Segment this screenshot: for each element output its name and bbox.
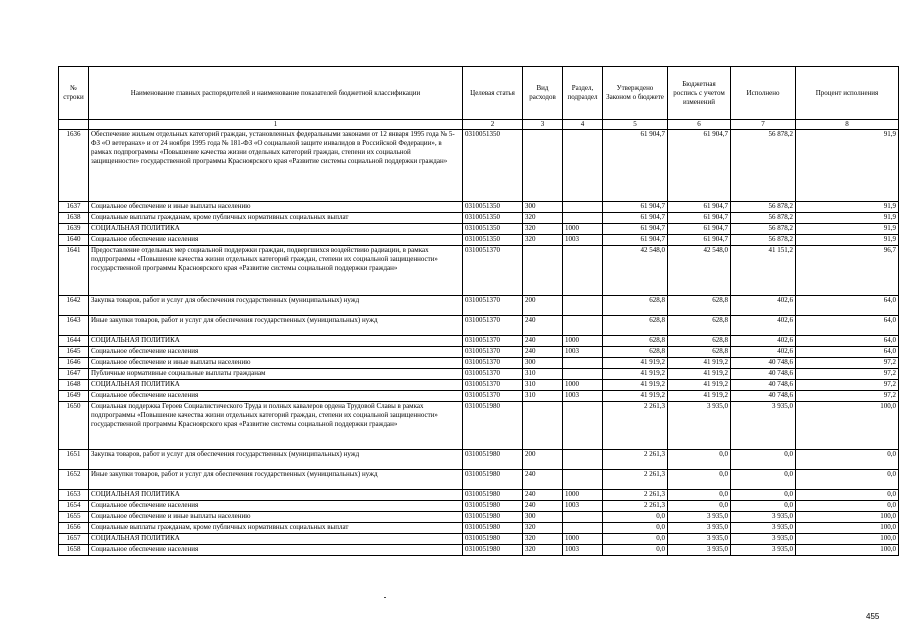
section-cell <box>563 523 603 534</box>
row-name-cell: Социальное обеспечение и иные выплаты населению <box>89 202 463 213</box>
table-row <box>59 224 899 235</box>
row-number-cell: 1652 <box>59 470 89 490</box>
row-number-cell: 1655 <box>59 512 89 523</box>
header-target-article: Целевая статья <box>463 67 523 120</box>
percent-cell: 96,7 <box>796 246 899 296</box>
column-number: 6 <box>668 120 731 130</box>
row-name-cell: Закупка товаров, работ и услуг для обеспечения государственных (муниципальных) нужд <box>89 296 463 316</box>
header-approved: Утверждено Законом о бюджете <box>603 67 668 120</box>
budget-schedule-cell: 3 935,0 <box>668 534 731 545</box>
row-number-cell: 1646 <box>59 358 89 369</box>
percent-cell: 100,0 <box>796 523 899 534</box>
approved-cell: 61 904,7 <box>603 202 668 213</box>
budget-schedule-cell: 628,8 <box>668 347 731 358</box>
percent-cell: 97,2 <box>796 369 899 380</box>
expense-type-cell: 300 <box>523 358 563 369</box>
budget-schedule-cell: 61 904,7 <box>668 213 731 224</box>
expense-type-cell: 240 <box>523 316 563 336</box>
target-article-cell: 0310051370 <box>463 316 523 336</box>
approved-cell: 628,8 <box>603 296 668 316</box>
section-cell <box>563 369 603 380</box>
expense-type-cell: 320 <box>523 534 563 545</box>
row-number-cell: 1642 <box>59 296 89 316</box>
row-number-cell: 1657 <box>59 534 89 545</box>
target-article-cell: 0310051980 <box>463 490 523 501</box>
approved-cell: 0,0 <box>603 523 668 534</box>
approved-cell: 0,0 <box>603 534 668 545</box>
section-cell <box>563 213 603 224</box>
row-number-cell: 1649 <box>59 391 89 402</box>
column-number: 1 <box>89 120 463 130</box>
budget-schedule-cell: 61 904,7 <box>668 130 731 202</box>
percent-cell: 0,0 <box>796 501 899 512</box>
row-number-cell: 1643 <box>59 316 89 336</box>
expense-type-cell: 300 <box>523 202 563 213</box>
table-header-row <box>59 67 899 120</box>
percent-cell: 100,0 <box>796 402 899 450</box>
table-row <box>59 235 899 246</box>
section-cell: 1003 <box>563 391 603 402</box>
executed-cell: 56 878,2 <box>731 202 796 213</box>
approved-cell: 41 919,2 <box>603 391 668 402</box>
table-row <box>59 470 899 490</box>
row-number-cell: 1641 <box>59 246 89 296</box>
table-row <box>59 130 899 202</box>
column-number: 4 <box>563 120 603 130</box>
approved-cell: 0,0 <box>603 545 668 556</box>
target-article-cell: 0310051370 <box>463 369 523 380</box>
header-executed: Исполнено <box>731 67 796 120</box>
row-name-cell: Социальное обеспечение населения <box>89 347 463 358</box>
table-row <box>59 523 899 534</box>
row-number-cell: 1644 <box>59 336 89 347</box>
section-cell <box>563 316 603 336</box>
percent-cell: 0,0 <box>796 490 899 501</box>
percent-cell: 91,9 <box>796 213 899 224</box>
approved-cell: 61 904,7 <box>603 130 668 202</box>
table-row <box>59 246 899 296</box>
executed-cell: 0,0 <box>731 490 796 501</box>
budget-schedule-cell: 41 919,2 <box>668 369 731 380</box>
target-article-cell: 0310051980 <box>463 450 523 470</box>
percent-cell: 100,0 <box>796 545 899 556</box>
budget-schedule-cell: 628,8 <box>668 316 731 336</box>
percent-cell: 0,0 <box>796 470 899 490</box>
percent-cell: 0,0 <box>796 450 899 470</box>
target-article-cell: 0310051980 <box>463 402 523 450</box>
executed-cell: 56 878,2 <box>731 130 796 202</box>
approved-cell: 2 261,3 <box>603 402 668 450</box>
section-cell <box>563 246 603 296</box>
target-article-cell: 0310051370 <box>463 296 523 316</box>
table-row <box>59 369 899 380</box>
target-article-cell: 0310051980 <box>463 512 523 523</box>
budget-schedule-cell: 0,0 <box>668 450 731 470</box>
row-number-cell: 1637 <box>59 202 89 213</box>
row-number-cell: 1653 <box>59 490 89 501</box>
table-row <box>59 402 899 450</box>
budget-schedule-cell: 61 904,7 <box>668 224 731 235</box>
target-article-cell: 0310051370 <box>463 358 523 369</box>
percent-cell: 91,9 <box>796 202 899 213</box>
budget-schedule-cell: 3 935,0 <box>668 512 731 523</box>
percent-cell: 64,0 <box>796 347 899 358</box>
row-name-cell: СОЦИАЛЬНАЯ ПОЛИТИКА <box>89 534 463 545</box>
table-row <box>59 213 899 224</box>
target-article-cell: 0310051980 <box>463 470 523 490</box>
executed-cell: 3 935,0 <box>731 523 796 534</box>
row-name-cell: Публичные нормативные социальные выплаты гражданам <box>89 369 463 380</box>
expense-type-cell: 200 <box>523 450 563 470</box>
section-cell: 1003 <box>563 235 603 246</box>
table-row <box>59 534 899 545</box>
percent-cell: 97,2 <box>796 358 899 369</box>
budget-schedule-cell: 628,8 <box>668 336 731 347</box>
column-number: 5 <box>603 120 668 130</box>
executed-cell: 40 748,6 <box>731 391 796 402</box>
section-cell: 1000 <box>563 534 603 545</box>
expense-type-cell: 310 <box>523 380 563 391</box>
table-row <box>59 450 899 470</box>
table-row <box>59 358 899 369</box>
target-article-cell: 0310051350 <box>463 130 523 202</box>
section-cell <box>563 358 603 369</box>
target-article-cell: 0310051980 <box>463 501 523 512</box>
target-article-cell: 0310051370 <box>463 391 523 402</box>
row-name-cell: Социальное обеспечение и иные выплаты населению <box>89 358 463 369</box>
target-article-cell: 0310051350 <box>463 235 523 246</box>
percent-cell: 64,0 <box>796 336 899 347</box>
row-name-cell: СОЦИАЛЬНАЯ ПОЛИТИКА <box>89 336 463 347</box>
row-number-cell: 1638 <box>59 213 89 224</box>
executed-cell: 3 935,0 <box>731 534 796 545</box>
percent-cell: 91,9 <box>796 130 899 202</box>
row-number-cell: 1636 <box>59 130 89 202</box>
row-name-cell: Социальные выплаты гражданам, кроме публичных нормативных социальных выплат <box>89 523 463 534</box>
budget-schedule-cell: 628,8 <box>668 296 731 316</box>
executed-cell: 0,0 <box>731 501 796 512</box>
row-name-cell: Социальное обеспечение и иные выплаты населению <box>89 512 463 523</box>
table-row <box>59 316 899 336</box>
budget-schedule-cell: 61 904,7 <box>668 202 731 213</box>
executed-cell: 3 935,0 <box>731 512 796 523</box>
target-article-cell: 0310051350 <box>463 202 523 213</box>
approved-cell: 2 261,3 <box>603 470 668 490</box>
percent-cell: 91,9 <box>796 224 899 235</box>
page-number: 455 <box>866 612 880 621</box>
expense-type-cell <box>523 130 563 202</box>
approved-cell: 628,8 <box>603 336 668 347</box>
header-expense-type: Вид расходов <box>523 67 563 120</box>
expense-type-cell: 240 <box>523 470 563 490</box>
approved-cell: 41 919,2 <box>603 358 668 369</box>
percent-cell: 64,0 <box>796 296 899 316</box>
expense-type-cell: 320 <box>523 213 563 224</box>
approved-cell: 61 904,7 <box>603 235 668 246</box>
table-row <box>59 347 899 358</box>
target-article-cell: 0310051370 <box>463 336 523 347</box>
row-number-cell: 1650 <box>59 402 89 450</box>
row-name-cell: Обеспечение жильем отдельных категорий граждан, установленных федеральными законами от 12 января 1995 года № 5-ФЗ «О ветеранах» и от 24 ноября 1995 года № 181-ФЗ «О социальной защите инвалидов в Российской Федерации», в рамках подпрограммы «Повышение качества жизни отдельных категорий граждан, степени их социальной защищенности» государственной программы Красноярского края «Развитие системы социальной поддержки граждан» <box>89 130 463 202</box>
row-name-cell: Социальное обеспечение населения <box>89 501 463 512</box>
row-number-cell: 1640 <box>59 235 89 246</box>
column-number-row <box>59 120 899 130</box>
header-section: Раздел, подраздел <box>563 67 603 120</box>
approved-cell: 61 904,7 <box>603 213 668 224</box>
approved-cell: 628,8 <box>603 347 668 358</box>
row-number-cell: 1654 <box>59 501 89 512</box>
expense-type-cell: 320 <box>523 523 563 534</box>
section-cell: 1003 <box>563 347 603 358</box>
approved-cell: 2 261,3 <box>603 501 668 512</box>
section-cell <box>563 512 603 523</box>
percent-cell: 97,2 <box>796 380 899 391</box>
row-name-cell: Иные закупки товаров, работ и услуг для обеспечения государственных (муниципальных) нужд <box>89 316 463 336</box>
section-cell <box>563 402 603 450</box>
table-row <box>59 336 899 347</box>
column-number <box>59 120 89 130</box>
section-cell <box>563 470 603 490</box>
row-name-cell: Социальная поддержка Героев Социалистического Труда и полных кавалеров ордена Трудовой Славы в рамках подпрограммы «Повышение качества жизни отдельных категорий граждан, степени их социальной защищенности» государственной программы Красноярского края «Развитие системы социальной поддержки граждан» <box>89 402 463 450</box>
budget-schedule-cell: 41 919,2 <box>668 358 731 369</box>
table-row <box>59 202 899 213</box>
target-article-cell: 0310051980 <box>463 534 523 545</box>
expense-type-cell: 310 <box>523 391 563 402</box>
budget-schedule-cell: 41 919,2 <box>668 391 731 402</box>
expense-type-cell: 320 <box>523 235 563 246</box>
executed-cell: 56 878,2 <box>731 235 796 246</box>
budget-schedule-cell: 42 548,0 <box>668 246 731 296</box>
header-name: Наименование главных распорядителей и наименование показателей бюджетной классификации <box>89 67 463 120</box>
row-number-cell: 1647 <box>59 369 89 380</box>
budget-schedule-cell: 3 935,0 <box>668 545 731 556</box>
row-name-cell: СОЦИАЛЬНАЯ ПОЛИТИКА <box>89 224 463 235</box>
row-name-cell: СОЦИАЛЬНАЯ ПОЛИТИКА <box>89 380 463 391</box>
expense-type-cell: 240 <box>523 501 563 512</box>
executed-cell: 3 935,0 <box>731 402 796 450</box>
section-cell <box>563 202 603 213</box>
budget-schedule-cell: 0,0 <box>668 490 731 501</box>
percent-cell: 100,0 <box>796 534 899 545</box>
header-percent: Процент исполнения <box>796 67 899 120</box>
row-name-cell: Социальное обеспечение населения <box>89 545 463 556</box>
percent-cell: 97,2 <box>796 391 899 402</box>
expense-type-cell <box>523 246 563 296</box>
row-number-cell: 1658 <box>59 545 89 556</box>
row-name-cell: Иные закупки товаров, работ и услуг для обеспечения государственных (муниципальных) нужд <box>89 470 463 490</box>
executed-cell: 402,6 <box>731 336 796 347</box>
expense-type-cell <box>523 402 563 450</box>
approved-cell: 41 919,2 <box>603 369 668 380</box>
approved-cell: 0,0 <box>603 512 668 523</box>
target-article-cell: 0310051980 <box>463 545 523 556</box>
header-budget-schedule: Бюджетная роспись с учетом изменений <box>668 67 731 120</box>
column-number: 7 <box>731 120 796 130</box>
column-number: 2 <box>463 120 523 130</box>
approved-cell: 61 904,7 <box>603 224 668 235</box>
section-cell <box>563 296 603 316</box>
expense-type-cell: 240 <box>523 336 563 347</box>
table-row <box>59 545 899 556</box>
budget-schedule-cell: 0,0 <box>668 470 731 490</box>
percent-cell: 91,9 <box>796 235 899 246</box>
target-article-cell: 0310051350 <box>463 213 523 224</box>
scan-speck <box>384 597 386 598</box>
target-article-cell: 0310051370 <box>463 246 523 296</box>
executed-cell: 40 748,6 <box>731 380 796 391</box>
section-cell <box>563 130 603 202</box>
row-name-cell: Социальное обеспечение населения <box>89 235 463 246</box>
row-name-cell: СОЦИАЛЬНАЯ ПОЛИТИКА <box>89 490 463 501</box>
executed-cell: 402,6 <box>731 296 796 316</box>
executed-cell: 402,6 <box>731 347 796 358</box>
row-number-cell: 1645 <box>59 347 89 358</box>
budget-schedule-cell: 61 904,7 <box>668 235 731 246</box>
approved-cell: 2 261,3 <box>603 450 668 470</box>
expense-type-cell: 300 <box>523 512 563 523</box>
budget-schedule-cell: 3 935,0 <box>668 523 731 534</box>
executed-cell: 56 878,2 <box>731 213 796 224</box>
expense-type-cell: 200 <box>523 296 563 316</box>
row-number-cell: 1648 <box>59 380 89 391</box>
target-article-cell: 0310051350 <box>463 224 523 235</box>
table-row <box>59 296 899 316</box>
table-body <box>59 130 899 556</box>
budget-schedule-cell: 0,0 <box>668 501 731 512</box>
row-name-cell: Социальные выплаты гражданам, кроме публичных нормативных социальных выплат <box>89 213 463 224</box>
expense-type-cell: 240 <box>523 347 563 358</box>
budget-schedule-cell: 3 935,0 <box>668 402 731 450</box>
budget-execution-table <box>58 66 899 556</box>
target-article-cell: 0310051980 <box>463 523 523 534</box>
executed-cell: 56 878,2 <box>731 224 796 235</box>
table-row <box>59 501 899 512</box>
section-cell: 1003 <box>563 501 603 512</box>
expense-type-cell: 310 <box>523 369 563 380</box>
column-number: 8 <box>796 120 899 130</box>
approved-cell: 42 548,0 <box>603 246 668 296</box>
percent-cell: 100,0 <box>796 512 899 523</box>
header-row-number: № строки <box>59 67 89 120</box>
column-number: 3 <box>523 120 563 130</box>
executed-cell: 40 748,6 <box>731 369 796 380</box>
row-number-cell: 1651 <box>59 450 89 470</box>
row-number-cell: 1639 <box>59 224 89 235</box>
budget-schedule-cell: 41 919,2 <box>668 380 731 391</box>
section-cell: 1003 <box>563 545 603 556</box>
executed-cell: 0,0 <box>731 450 796 470</box>
table-row <box>59 380 899 391</box>
executed-cell: 41 151,2 <box>731 246 796 296</box>
row-name-cell: Социальное обеспечение населения <box>89 391 463 402</box>
section-cell: 1000 <box>563 224 603 235</box>
row-number-cell: 1656 <box>59 523 89 534</box>
approved-cell: 2 261,3 <box>603 490 668 501</box>
executed-cell: 0,0 <box>731 470 796 490</box>
table-row <box>59 512 899 523</box>
executed-cell: 3 935,0 <box>731 545 796 556</box>
table-row <box>59 391 899 402</box>
expense-type-cell: 320 <box>523 224 563 235</box>
section-cell: 1000 <box>563 380 603 391</box>
row-name-cell: Предоставление отдельных мер социальной поддержки граждан, подвергшихся воздействию радиации, в рамках подпрограммы «Повышение качества жизни отдельных категорий граждан, степени их социальной защищенности» государственной программы Красноярского края «Развитие системы социальной поддержки граждан» <box>89 246 463 296</box>
executed-cell: 402,6 <box>731 316 796 336</box>
executed-cell: 40 748,6 <box>731 358 796 369</box>
row-name-cell: Закупка товаров, работ и услуг для обеспечения государственных (муниципальных) нужд <box>89 450 463 470</box>
percent-cell: 64,0 <box>796 316 899 336</box>
approved-cell: 41 919,2 <box>603 380 668 391</box>
approved-cell: 628,8 <box>603 316 668 336</box>
table-row <box>59 490 899 501</box>
section-cell: 1000 <box>563 336 603 347</box>
section-cell: 1000 <box>563 490 603 501</box>
target-article-cell: 0310051370 <box>463 380 523 391</box>
section-cell <box>563 450 603 470</box>
expense-type-cell: 240 <box>523 490 563 501</box>
expense-type-cell: 320 <box>523 545 563 556</box>
target-article-cell: 0310051370 <box>463 347 523 358</box>
